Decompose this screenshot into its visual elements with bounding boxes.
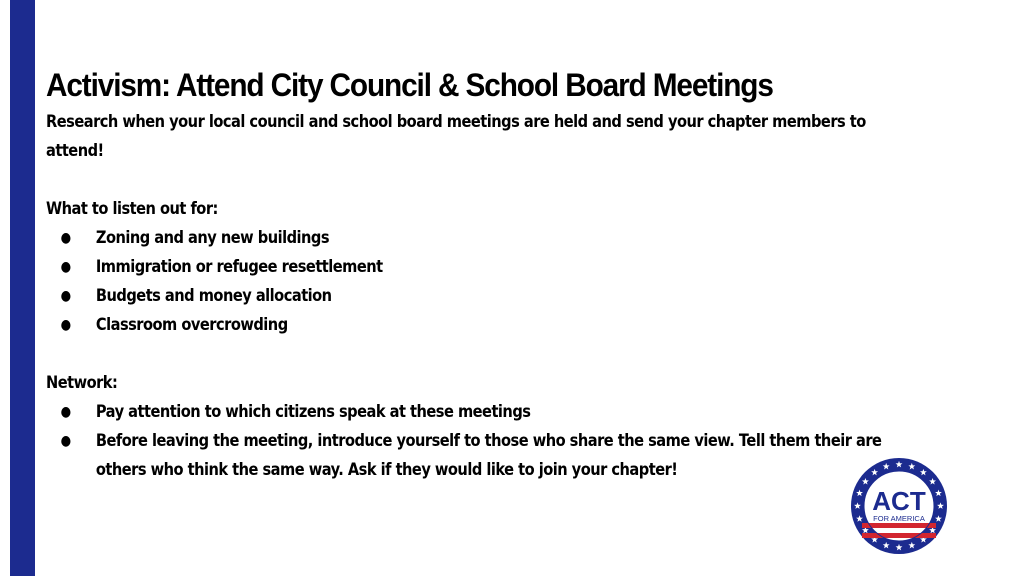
list-item-continuation	[46, 456, 983, 485]
network-list	[46, 398, 983, 485]
listen-list	[46, 224, 983, 340]
spacer	[46, 166, 983, 195]
list-item-text: others who think the same way. Ask if they would like to join your chapter!	[95, 460, 678, 480]
logo-sub-text: FOR AMERICA	[873, 514, 925, 523]
list-item-text: Before leaving the meeting, introduce yourself to those who share the same view. Tell them their are	[95, 431, 882, 451]
sidebar-accent-bar	[10, 0, 35, 576]
bullet-icon: ●	[60, 317, 71, 333]
spacer	[46, 340, 983, 369]
list-item	[46, 253, 983, 282]
intro-line-2: attend!	[46, 141, 104, 161]
list-item	[46, 282, 983, 311]
bullet-icon: ●	[60, 288, 71, 304]
list-item-text: Budgets and money allocation	[95, 286, 332, 306]
list-item-text: Classroom overcrowding	[95, 315, 288, 335]
logo-stripe	[862, 533, 936, 538]
list-item-text: Pay attention to which citizens speak at these meetings	[95, 402, 531, 422]
bullet-icon: ●	[60, 230, 71, 246]
bullet-icon: ●	[60, 404, 71, 420]
logo-main-text: ACT	[872, 486, 926, 516]
list-item	[46, 398, 983, 427]
network-heading: Network:	[46, 373, 118, 393]
list-item-text: Zoning and any new buildings	[95, 228, 330, 248]
list-item	[46, 311, 983, 340]
slide-content	[46, 66, 986, 485]
intro-line-1: Research when your local council and school board meetings are held and send your chapter members to	[46, 112, 866, 132]
slide-title: Activism: Attend City Council & School Board Meetings	[46, 67, 773, 103]
slide-body	[46, 108, 983, 485]
list-item	[46, 224, 983, 253]
bullet-icon: ●	[60, 433, 71, 449]
list-item-text: Immigration or refugee resettlement	[95, 257, 383, 277]
bullet-icon: ●	[60, 259, 71, 275]
act-for-america-logo	[848, 455, 950, 557]
logo-stripe	[862, 523, 936, 528]
listen-heading: What to listen out for:	[46, 199, 218, 219]
list-item	[46, 427, 983, 456]
